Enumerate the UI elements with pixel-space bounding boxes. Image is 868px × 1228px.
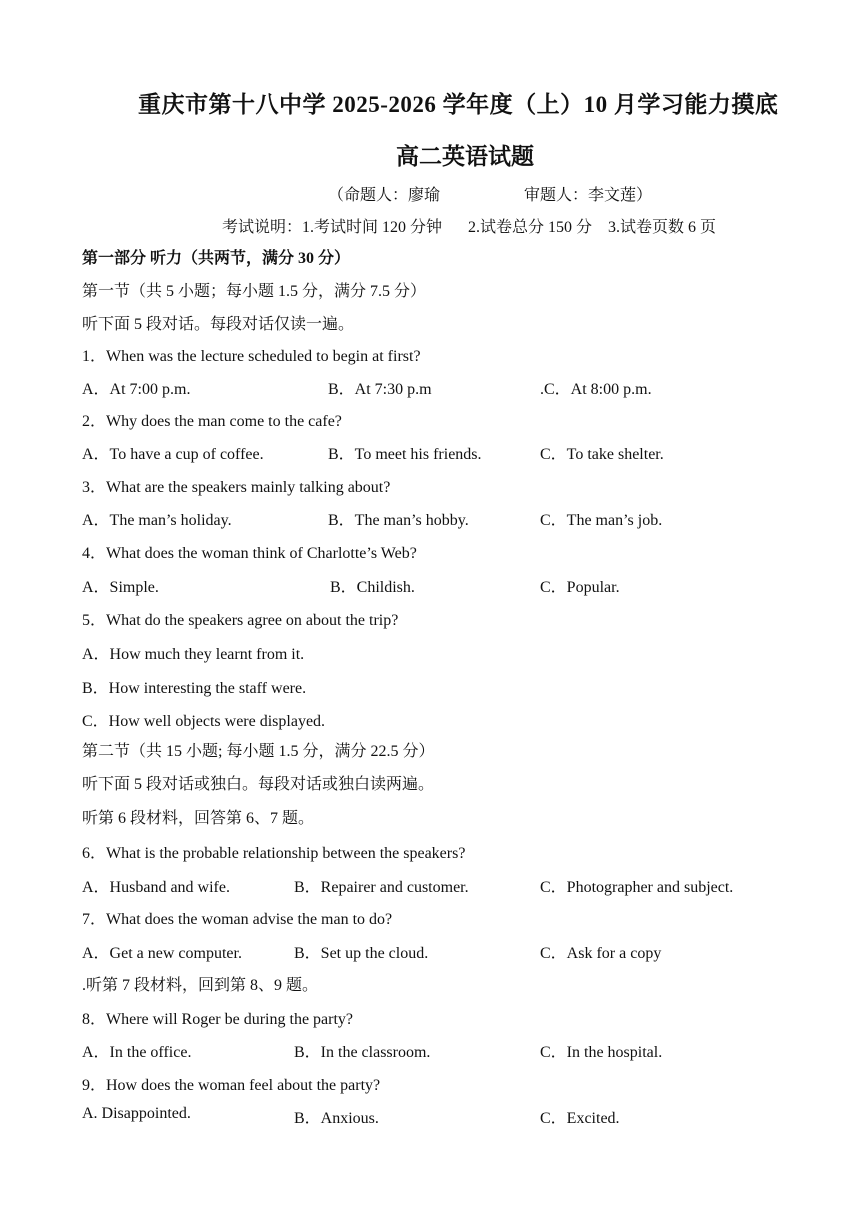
exam-note-time: 考试说明：1.考试时间 120 分钟 (222, 219, 443, 236)
q9-option-a: A. Disappointed. (82, 1105, 191, 1122)
q2-option-a: A．To have a cup of coffee. (82, 446, 264, 463)
exam-notes (222, 214, 716, 237)
q6-option-b: B．Repairer and customer. (294, 879, 469, 896)
q6-option-c: C．Photographer and subject. (540, 879, 734, 896)
question-7: 7．What does the woman advise the man to do? (82, 911, 393, 928)
q3-option-c: C．The man’s job. (540, 512, 663, 529)
q8-option-a: A．In the office. (82, 1044, 192, 1061)
q2-option-c: C．To take shelter. (540, 446, 664, 463)
part1-heading: 第一部分 听力（共两节，满分 30 分） (82, 250, 351, 267)
question-reviewer: 审题人：李文莲） (524, 187, 653, 204)
q7-option-c: C．Ask for a copy (540, 945, 662, 962)
section1-instruction: 听下面 5 段对话。每段对话仅读一遍。 (82, 316, 355, 333)
q7-option-a: A．Get a new computer. (82, 945, 242, 962)
exam-note-pages: 3.试卷页数 6 页 (608, 219, 717, 236)
q9-option-b: B．Anxious. (294, 1110, 379, 1127)
q3-option-b: B．The man’s hobby. (328, 512, 469, 529)
material-6-note: 听第 6 段材料，回答第 6、7 题。 (82, 810, 315, 827)
q1-option-b: B．At 7:30 p.m (328, 381, 432, 398)
q6-option-a: A．Husband and wife. (82, 879, 230, 896)
exam-title: 重庆市第十八中学 2025-2026 学年度（上）10 月学习能力摸底 (138, 92, 779, 117)
q3-option-a: A．The man’s holiday. (82, 512, 232, 529)
q8-option-c: C．In the hospital. (540, 1044, 663, 1061)
exam-subtitle: 高二英语试题 (396, 144, 534, 169)
q2-option-b: B．To meet his friends. (328, 446, 482, 463)
q4-option-c: C．Popular. (540, 579, 620, 596)
q7-option-b: B．Set up the cloud. (294, 945, 429, 962)
q4-option-a: A．Simple. (82, 579, 159, 596)
q5-option-b: B．How interesting the staff were. (82, 680, 307, 697)
exam-note-score: 2.试卷总分 150 分 (468, 219, 593, 236)
section2-instruction: 听下面 5 段对话或独白。每段对话或独白读两遍。 (82, 776, 435, 793)
question-setter: （命题人：廖瑜 (328, 187, 441, 204)
question-2: 2．Why does the man come to the cafe? (82, 413, 342, 430)
question-1: 1．When was the lecture scheduled to begin at first? (82, 348, 421, 365)
section2-heading: 第二节（共 15 小题; 每小题 1.5 分，满分 22.5 分） (82, 743, 435, 760)
question-4: 4．What does the woman think of Charlotte’s Web? (82, 545, 417, 562)
q5-option-c: C．How well objects were displayed. (82, 713, 326, 730)
q8-option-b: B．In the classroom. (294, 1044, 431, 1061)
q5-option-a: A．How much they learnt from it. (82, 646, 305, 663)
q4-option-b: B．Childish. (330, 579, 415, 596)
q9-option-c: C．Excited. (540, 1110, 620, 1127)
material-7-note: .听第 7 段材料，回到第 8、9 题。 (82, 977, 319, 994)
section1-heading: 第一节（共 5 小题；每小题 1.5 分，满分 7.5 分） (82, 283, 427, 300)
q1-option-c: .C．At 8:00 p.m. (540, 381, 652, 398)
q1-option-a: A．At 7:00 p.m. (82, 381, 191, 398)
question-8: 8．Where will Roger be during the party? (82, 1011, 354, 1028)
question-3: 3．What are the speakers mainly talking about? (82, 479, 391, 496)
question-9: 9．How does the woman feel about the party? (82, 1077, 381, 1094)
question-6: 6．What is the probable relationship between the speakers? (82, 845, 466, 862)
question-5: 5．What do the speakers agree on about the trip? (82, 612, 399, 629)
